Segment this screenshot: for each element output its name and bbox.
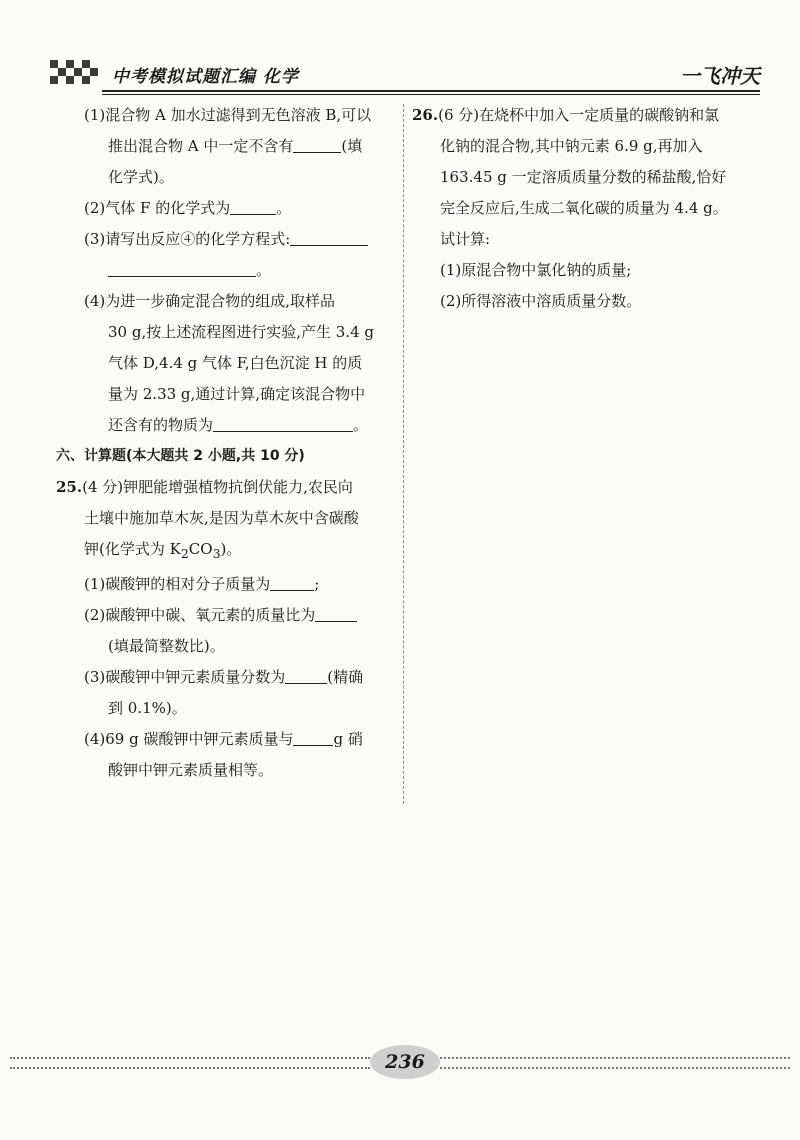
checker-logo-icon — [50, 60, 98, 88]
q24-part4-line2: 30 g,按上述流程图进行实验,产生 3.4 g — [108, 323, 374, 341]
q24-part4-line4: 量为 2.33 g,通过计算,确定该混合物中 — [108, 385, 366, 403]
q26-part2: (2)所得溶液中溶质质量分数。 — [440, 292, 642, 310]
q26-line1: 26.(6 分)在烧杯中加入一定质量的碳酸钠和氯 — [412, 106, 720, 124]
answer-blank[interactable] — [108, 258, 256, 277]
q24-part4-line5: 还含有的物质为 。 — [56, 410, 401, 441]
q26-part1: (1)原混合物中氯化钠的质量; — [440, 261, 632, 279]
q25-line2: 土壤中施加草木灰,是因为草木灰中含碳酸 — [84, 509, 359, 527]
footer-border-left — [10, 1057, 370, 1069]
q24-part1-line3: 化学式)。 — [108, 168, 174, 186]
answer-blank[interactable] — [293, 134, 341, 153]
q24-part3: (3)请写出反应④的化学方程式: — [56, 224, 401, 255]
right-column — [412, 100, 757, 317]
q24-part1-line2: 推出混合物 A 中一定不含有 (填 — [56, 131, 401, 162]
answer-blank[interactable] — [213, 413, 353, 432]
q25-line3: 钾(化学式为 $K_2CO_3$)。 — [84, 540, 242, 561]
brand-logo: 一飞冲天 — [680, 64, 760, 88]
q24-part3-line2: 。 — [56, 255, 401, 286]
q24-part2: (2)气体 F 的化学式为 。 — [56, 193, 401, 224]
answer-blank[interactable] — [290, 227, 368, 246]
page-number: 236 — [385, 1051, 425, 1073]
q24-part4-line3: 气体 D,4.4 g 气体 F,白色沉淀 H 的质 — [108, 354, 363, 372]
q26-line3: 163.45 g 一定溶质质量分数的稀盐酸,恰好 — [440, 168, 727, 186]
q26-line5: 试计算: — [440, 230, 491, 248]
q25-part2-line2: (填最简整数比)。 — [108, 637, 225, 655]
q25-part3: (3)碳酸钾中钾元素质量分数为 (精确 — [56, 662, 401, 693]
header-rule-thin — [102, 94, 760, 95]
q24-part1-line1: (1)混合物 A 加水过滤得到无色溶液 B,可以 — [84, 106, 372, 124]
column-divider — [403, 104, 404, 804]
page-footer — [0, 1045, 800, 1085]
answer-blank[interactable] — [270, 572, 314, 591]
section-heading: 六、计算题(本大题共 2 小题,共 10 分) — [56, 448, 305, 464]
q25-part2: (2)碳酸钾中碳、氧元素的质量比为 — [56, 600, 401, 631]
page-header — [50, 58, 760, 98]
q24-part4-line1: (4)为进一步确定混合物的组成,取样品 — [84, 292, 336, 310]
answer-blank[interactable] — [285, 665, 327, 684]
left-column — [56, 100, 401, 786]
q26-line2: 化钠的混合物,其中钠元素 6.9 g,再加入 — [440, 137, 703, 155]
q25-part3-line2: 到 0.1%)。 — [108, 699, 187, 717]
book-title: 中考模拟试题汇编 化学 — [112, 67, 299, 87]
page-number-badge — [370, 1045, 440, 1079]
q25-part4-line2: 酸钾中钾元素质量相等。 — [108, 761, 274, 779]
footer-border-right — [440, 1057, 790, 1069]
q25-part1: (1)碳酸钾的相对分子质量为 ; — [56, 569, 401, 600]
answer-blank[interactable] — [315, 603, 357, 622]
answer-blank[interactable] — [293, 727, 333, 746]
q25-part4: (4)69 g 碳酸钾中钾元素质量与 g 硝 — [56, 724, 401, 755]
header-rule — [102, 90, 760, 92]
q26-line4: 完全反应后,生成二氧化碳的质量为 4.4 g。 — [440, 199, 728, 217]
q25-line1: 25.(4 分)钾肥能增强植物抗倒伏能力,农民向 — [56, 478, 353, 496]
answer-blank[interactable] — [230, 196, 276, 215]
